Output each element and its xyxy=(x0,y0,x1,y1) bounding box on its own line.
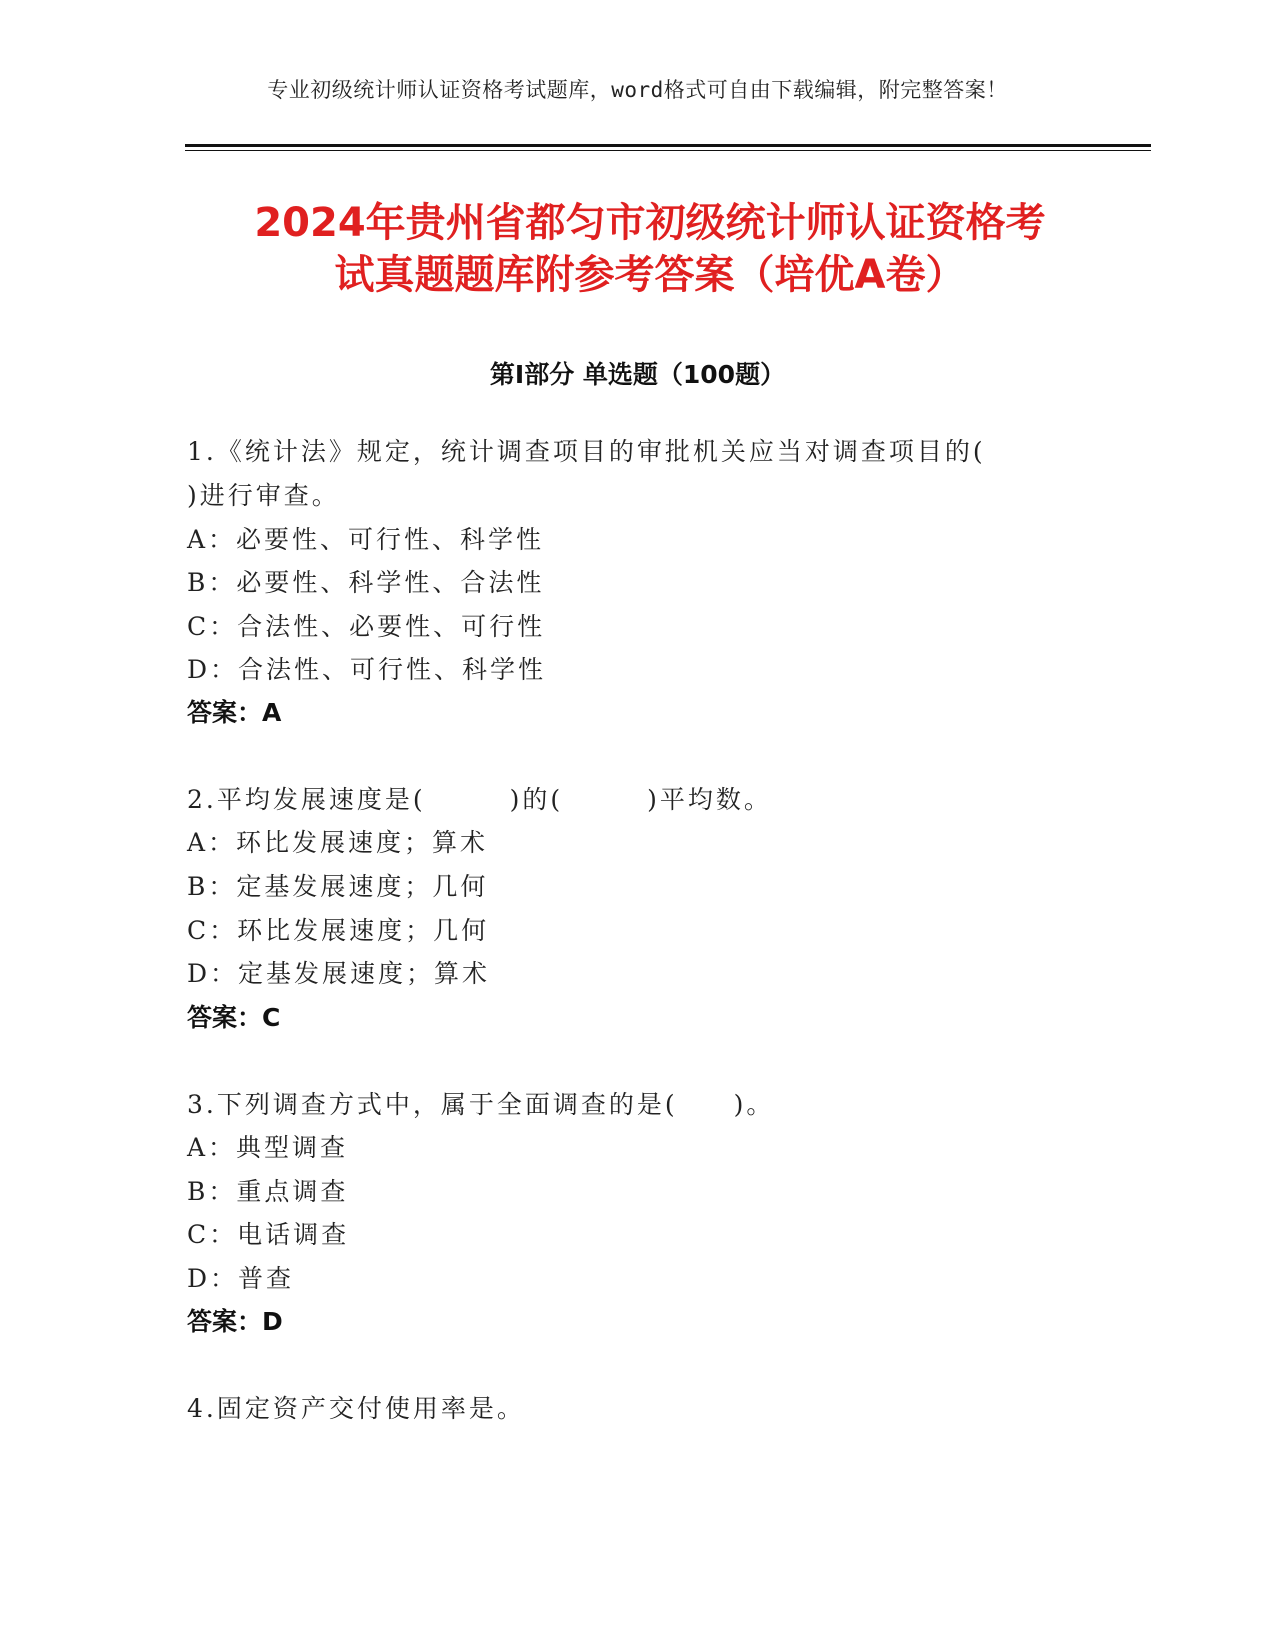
question-3-option-b: B：重点调查 xyxy=(187,1177,349,1206)
question-3-option-c: C：电话调查 xyxy=(187,1220,350,1249)
question-1-option-d: D：合法性、可行性、科学性 xyxy=(187,655,547,684)
header-note: 专业初级统计师认证资格考试题库，word格式可自由下载编辑，附完整答案！ xyxy=(267,78,1008,102)
question-1-option-c: C：合法性、必要性、可行性 xyxy=(187,612,546,641)
question-1-stem-line-1: 1.《统计法》规定，统计调查项目的审批机关应当对调查项目的( xyxy=(187,437,986,466)
document-title-line-1: 2024年贵州省都匀市初级统计师认证资格考 xyxy=(254,200,1046,246)
section-title: 第Ⅰ部分 单选题（100题） xyxy=(489,360,786,389)
document-title xyxy=(170,197,1130,301)
question-3-answer: 答案：D xyxy=(187,1307,283,1336)
question-1-option-b: B：必要性、科学性、合法性 xyxy=(187,568,545,597)
question-1-answer: 答案：A xyxy=(187,698,282,727)
question-3-stem: 3.下列调查方式中，属于全面调查的是( )。 xyxy=(187,1090,775,1119)
question-1-option-a: A：必要性、可行性、科学性 xyxy=(187,525,545,554)
question-2-answer: 答案：C xyxy=(187,1003,281,1032)
document-title-line-2: 试真题题库附参考答案（培优A卷） xyxy=(334,252,966,298)
question-4-stem: 4.固定资产交付使用率是。 xyxy=(187,1394,525,1423)
header-divider-thick xyxy=(185,144,1151,147)
question-2-stem: 2.平均发展速度是( )的( )平均数。 xyxy=(187,785,772,814)
question-2-option-d: D：定基发展速度；算术 xyxy=(187,959,491,988)
question-1-stem-line-2: )进行审查。 xyxy=(187,481,340,510)
header-divider-thin xyxy=(185,150,1151,151)
question-2-option-a: A：环比发展速度；算术 xyxy=(187,828,489,857)
question-2-option-b: B：定基发展速度；几何 xyxy=(187,872,489,901)
question-3-option-d: D：普查 xyxy=(187,1264,295,1293)
question-3-option-a: A：典型调查 xyxy=(187,1133,349,1162)
question-2-option-c: C：环比发展速度；几何 xyxy=(187,916,490,945)
